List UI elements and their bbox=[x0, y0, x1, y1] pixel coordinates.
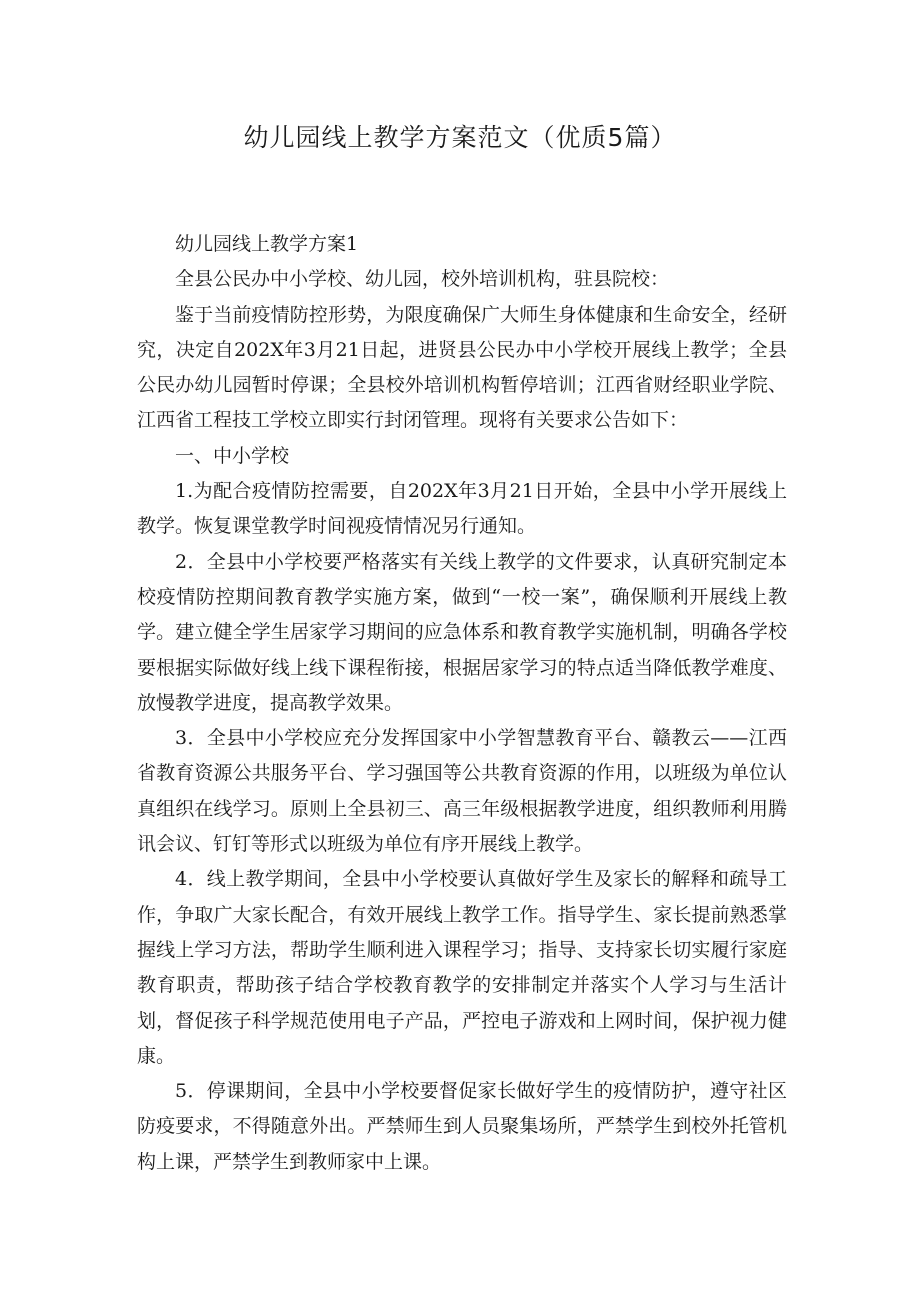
paragraph-intro: 鉴于当前疫情防控形势，为限度确保广大师生身体健康和生命安全，经研究，决定自202X年3月21日起，进贤县公民办中小学校开展线上教学；全县公民办幼儿园暂时停课；全县校外培训机构暂停培训；江西省财经职业学院、江西省工程技工学校立即实行封闭管理。现将有关要求公告如下： bbox=[137, 303, 787, 432]
section-heading-plan-1: 幼儿园线上教学方案1 bbox=[175, 233, 359, 255]
paragraph-item-3: 3．全县中小学校应充分发挥国家中小学智慧教育平台、赣教云——江西省教育资源公共服务平台、学习强国等公共教育资源的作用，以班级为单位认真组织在线学习。原则上全县初三、高三年级根据教学进度，组织教师利用腾讯会议、钉钉等形式以班级为单位有序开展线上教学。 bbox=[137, 727, 787, 856]
paragraph-item-2: 2．全县中小学校要严格落实有关线上教学的文件要求，认真研究制定本校疫情防控期间教育教学实施方案，做到“一校一案”，确保顺利开展线上教学。建立健全学生居家学习期间的应急体系和教育教学实施机制，明确各学校要根据实际做好线上线下课程衔接，根据居家学习的特点适当降低教学难度、放慢教学进度，提高教学效果。 bbox=[137, 550, 787, 714]
document-title: 幼儿园线上教学方案范文（优质5篇） bbox=[243, 123, 677, 152]
paragraph-item-1: 1.为配合疫情防控需要，自202X年3月21日开始，全县中小学开展线上教学。恢复课堂教学时间视疫情情况另行通知。 bbox=[137, 480, 787, 538]
addressee-line: 全县公民办中小学校、幼儿园，校外培训机构，驻县院校： bbox=[175, 268, 670, 291]
paragraph-item-4: 4．线上教学期间，全县中小学校要认真做好学生及家长的解释和疏导工作，争取广大家长配合，有效开展线上教学工作。指导学生、家长提前熟悉掌握线上学习方法，帮助学生顺利进入课程学习；指导、支持家长切实履行家庭教育职责，帮助孩子结合学校教育教学的安排制定并落实个人学习与生活计划，督促孩子科学规范使用电子产品，严控电子游戏和上网时间，保护视力健康。 bbox=[137, 868, 787, 1067]
section-heading-schools: 一、中小学校 bbox=[175, 444, 290, 467]
document-body bbox=[137, 227, 787, 1180]
paragraph-item-5: 5．停课期间，全县中小学校要督促家长做好学生的疫情防护，遵守社区防疫要求，不得随意外出。严禁师生到人员聚集场所，严禁学生到校外托管机构上课，严禁学生到教师家中上课。 bbox=[137, 1080, 787, 1173]
